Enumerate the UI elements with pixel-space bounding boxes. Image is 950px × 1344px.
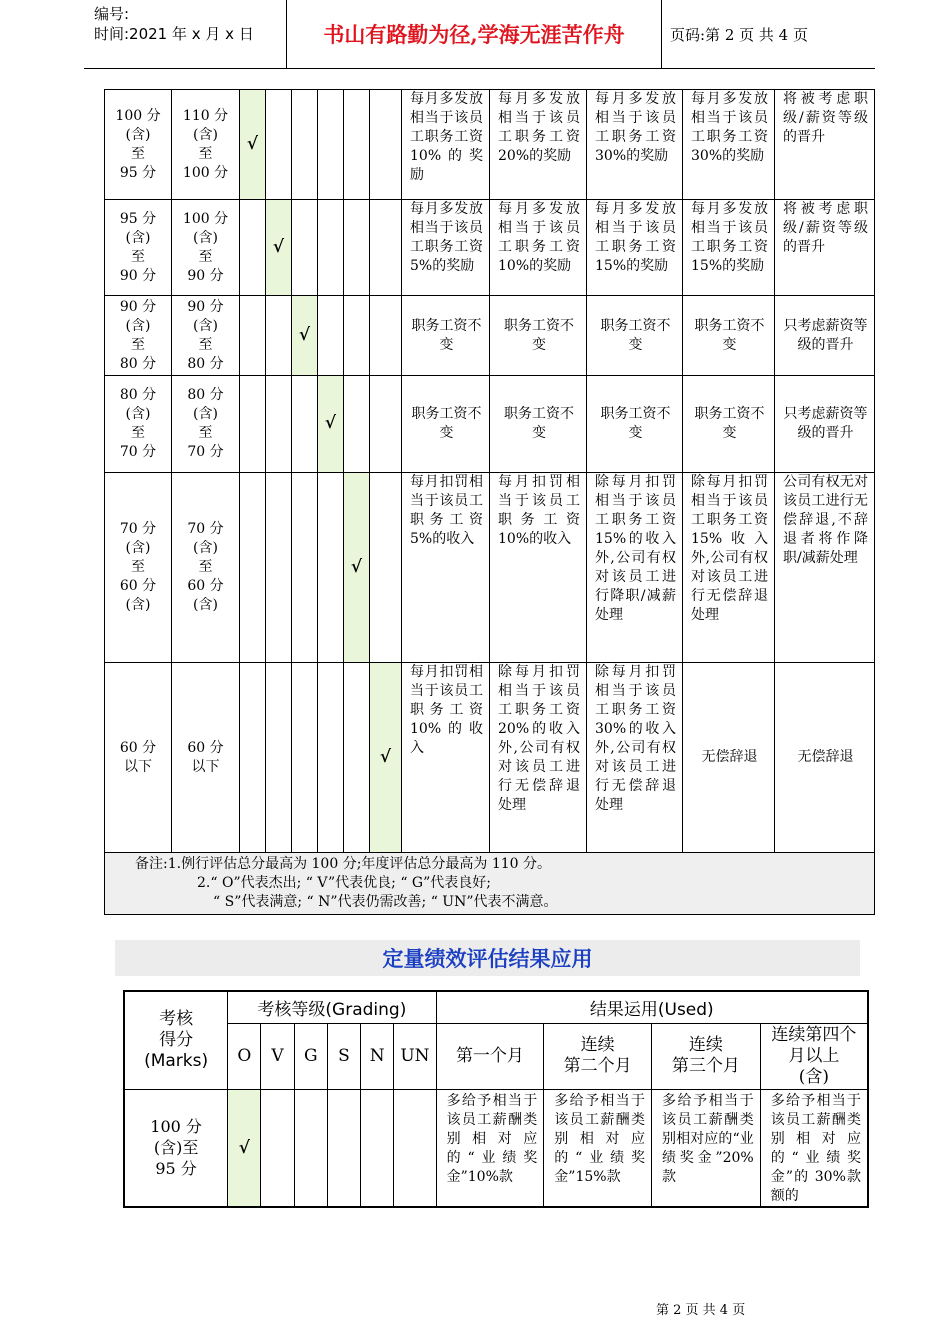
result-cell: 每月多发放相当于该员工职务工资 10%的奖励 <box>402 90 490 200</box>
grade-cell <box>266 200 292 296</box>
check-mark-icon: √ <box>246 133 259 154</box>
table-row <box>105 663 875 853</box>
grade-cell <box>240 90 266 200</box>
grade-cell <box>266 90 292 200</box>
grade-cell <box>240 296 266 376</box>
grade-cell <box>370 296 402 376</box>
month-header: 连续第四个 月以上 (含) <box>760 1023 868 1089</box>
result-cell: 每月扣罚相当于该员工职务工资 10%的收入 <box>402 663 490 853</box>
time-label: 时间:2021 年 x 月 x 日 <box>94 25 254 43</box>
note-cell <box>105 853 875 915</box>
result-cell: 除每月扣罚相当于该员工职务工资 30%的收入外,公司有权对该员工进行无偿辞退处理 <box>587 663 683 853</box>
grade-cell <box>344 473 370 663</box>
grade-cell <box>292 473 318 663</box>
result-cell: 将被考虑职级/薪资等级的晋升 <box>775 90 875 200</box>
result-cell: 多给予相当于该员工薪酬类别相对应的“业绩奖金”15%款 <box>544 1089 652 1207</box>
grade-cell <box>292 90 318 200</box>
score-range-annual: 80 分 (含) 至 70 分 <box>172 376 240 473</box>
section-title: 定量绩效评估结果应用 <box>115 940 860 976</box>
grade-cell <box>370 376 402 473</box>
result-cell: 每月多发放相当于该员工职务工资 30%的奖励 <box>683 90 775 200</box>
result-cell: 每月多发放相当于该员工职务工资 5%的奖励 <box>402 200 490 296</box>
grade-cell <box>344 200 370 296</box>
result-cell: 职务工资不变 <box>402 376 490 473</box>
score-range-routine: 80 分 (含) 至 70 分 <box>105 376 172 473</box>
grade-cell <box>228 1089 261 1207</box>
table-row <box>105 296 875 376</box>
grade-header: O <box>228 1023 261 1089</box>
quantitative-table <box>123 990 869 1208</box>
result-cell: 只考虑薪资等级的晋升 <box>775 376 875 473</box>
score-range-annual: 100 分 (含) 至 90 分 <box>172 200 240 296</box>
result-cell: 每月多发放相当于该员工职务工资 20%的奖励 <box>490 90 587 200</box>
grade-cell <box>370 663 402 853</box>
grade-cell <box>344 296 370 376</box>
result-cell: 职务工资不变 <box>490 296 587 376</box>
result-header: 结果运用(Used) <box>436 991 868 1023</box>
score-range-annual: 60 分 以下 <box>172 663 240 853</box>
assessment-table <box>104 89 875 915</box>
result-cell: 将被考虑职级/薪资等级的晋升 <box>775 200 875 296</box>
result-cell: 无偿辞退 <box>683 663 775 853</box>
grade-cell <box>240 663 266 853</box>
result-cell: 除每月扣罚相当于该员工职务工资 15%的收入外,公司有权对该员工进行降职/减薪处理 <box>587 473 683 663</box>
result-cell: 职务工资不变 <box>587 376 683 473</box>
grade-cell <box>292 376 318 473</box>
result-cell: 每月多发放相当于该员工职务工资 10%的奖励 <box>490 200 587 296</box>
grade-cell <box>327 1089 360 1207</box>
table-row <box>105 90 875 200</box>
result-cell: 多给予相当于该员工薪酬类别相对应的“业绩奖金”的 30%款额的 <box>760 1089 868 1207</box>
note-row <box>105 853 875 915</box>
header-left <box>94 4 254 44</box>
result-cell: 职务工资不变 <box>683 296 775 376</box>
check-mark-icon: √ <box>350 556 363 577</box>
score-range-routine: 60 分 以下 <box>105 663 172 853</box>
check-mark-icon: √ <box>324 413 337 433</box>
score-range-routine: 100 分 (含) 至 95 分 <box>105 90 172 200</box>
score-header: 考核 得分 (Marks) <box>124 991 228 1089</box>
grade-cell <box>266 663 292 853</box>
grading-header: 考核等级(Grading) <box>228 991 436 1023</box>
page-header <box>84 0 875 69</box>
result-cell: 除每月扣罚相当于该员工职务工资 20%的收入外,公司有权对该员工进行无偿辞退处理 <box>490 663 587 853</box>
grade-cell <box>292 200 318 296</box>
grade-cell <box>318 473 344 663</box>
result-cell: 每月多发放相当于该员工职务工资 30%的奖励 <box>587 90 683 200</box>
score-range-routine: 70 分 (含) 至 60 分 (含) <box>105 473 172 663</box>
grade-cell <box>266 376 292 473</box>
grade-cell <box>240 200 266 296</box>
check-mark-icon: √ <box>298 324 311 345</box>
grade-cell <box>318 296 344 376</box>
result-cell: 职务工资不变 <box>490 376 587 473</box>
table-row <box>105 200 875 296</box>
result-cell: 职务工资不变 <box>683 376 775 473</box>
grade-cell <box>318 200 344 296</box>
check-mark-icon: √ <box>238 1137 250 1158</box>
note-line-1: 备注:1.例行评估总分最高为 100 分;年度评估总分最高为 110 分。 <box>135 856 552 872</box>
grade-cell <box>240 376 266 473</box>
grade-cell <box>318 90 344 200</box>
grade-cell <box>318 663 344 853</box>
note-line-3: “ S”代表满意; “ N”代表仍需改善; “ UN”代表不满意。 <box>213 894 558 910</box>
result-cell: 只考虑薪资等级的晋升 <box>775 296 875 376</box>
grade-header: S <box>327 1023 360 1089</box>
result-cell: 每月扣罚相当于该员工职务工资 10%的收入 <box>490 473 587 663</box>
grade-cell <box>318 376 344 473</box>
grade-cell <box>266 296 292 376</box>
header-motto: 书山有路勤为径,学海无涯苦作舟 <box>286 0 662 68</box>
grade-cell <box>261 1089 294 1207</box>
grade-cell <box>292 663 318 853</box>
check-mark-icon: √ <box>272 236 285 257</box>
grade-cell <box>266 473 292 663</box>
result-cell: 多给予相当于该员工薪酬类别相对应的“业绩奖金”10%款 <box>436 1089 544 1207</box>
score-range-routine: 95 分 (含) 至 90 分 <box>105 200 172 296</box>
table-row <box>105 473 875 663</box>
result-cell: 无偿辞退 <box>775 663 875 853</box>
note-line-2: 2.“ O”代表杰出; “ V”代表优良; “ G”代表良好; <box>197 875 491 891</box>
score-range-annual: 90 分 (含) 至 80 分 <box>172 296 240 376</box>
page-footer: 第 2 页 共 4 页 <box>656 1303 746 1318</box>
grade-cell <box>294 1089 327 1207</box>
grade-cell <box>344 90 370 200</box>
result-cell: 每月多发放相当于该员工职务工资 15%的奖励 <box>683 200 775 296</box>
grade-cell <box>344 663 370 853</box>
grade-cell <box>370 200 402 296</box>
result-cell: 多给予相当于该员工薪酬类别相对应的“业绩奖金”20%款 <box>652 1089 761 1207</box>
grade-cell <box>292 296 318 376</box>
grade-cell <box>394 1089 436 1207</box>
grade-cell <box>240 473 266 663</box>
grade-header: UN <box>394 1023 436 1089</box>
number-label: 编号: <box>94 5 130 23</box>
header-page: 页码:第 2 页 共 4 页 <box>670 26 808 44</box>
score-range-annual: 110 分 (含) 至 100 分 <box>172 90 240 200</box>
grade-header: N <box>361 1023 394 1089</box>
result-cell: 除每月扣罚相当于该员工职务工资 15%收入外,公司有权对该员工进行无偿辞退处理 <box>683 473 775 663</box>
grade-cell <box>370 90 402 200</box>
grade-cell <box>344 376 370 473</box>
score-range-routine: 90 分 (含) 至 80 分 <box>105 296 172 376</box>
score-range-annual: 70 分 (含) 至 60 分 (含) <box>172 473 240 663</box>
result-cell: 公司有权无对该员工进行无偿辞退,不辞退者将作降职/减薪处理 <box>775 473 875 663</box>
result-cell: 职务工资不变 <box>587 296 683 376</box>
grade-cell <box>370 473 402 663</box>
grade-cell <box>361 1089 394 1207</box>
month-header: 连续 第三个月 <box>652 1023 761 1089</box>
month-header: 第一个月 <box>436 1023 544 1089</box>
grade-header: V <box>261 1023 294 1089</box>
result-cell: 每月扣罚相当于该员工职务工资 5%的收入 <box>402 473 490 663</box>
row-score: 100 分 (含)至 95 分 <box>124 1089 228 1207</box>
month-header: 连续 第二个月 <box>544 1023 652 1089</box>
check-mark-icon: √ <box>379 746 392 767</box>
grade-header: G <box>294 1023 327 1089</box>
table-row <box>105 376 875 473</box>
result-cell: 职务工资不变 <box>402 296 490 376</box>
result-cell: 每月多发放相当于该员工职务工资 15%的奖励 <box>587 200 683 296</box>
